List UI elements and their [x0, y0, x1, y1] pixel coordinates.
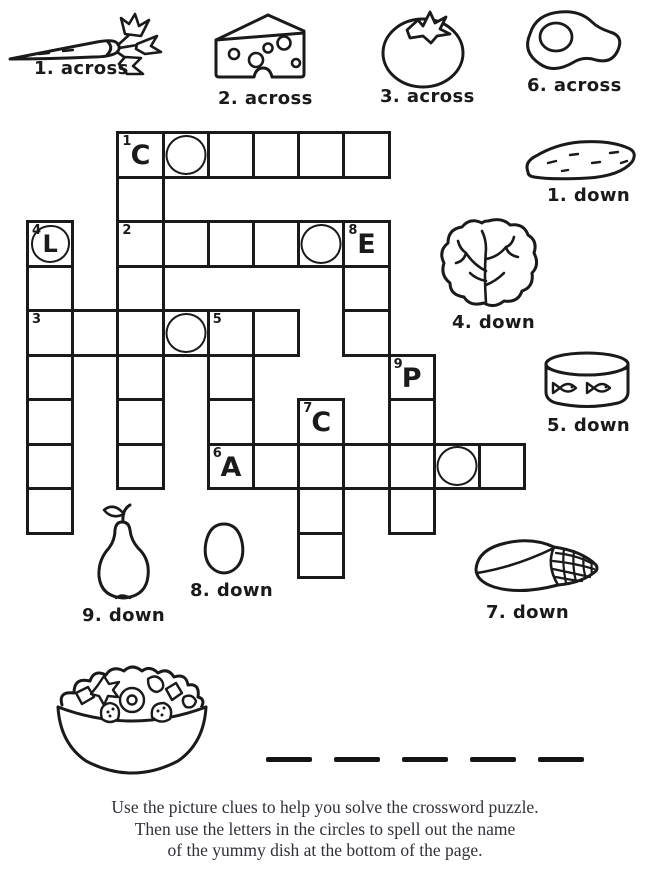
grid-cell-r0c7[interactable] — [342, 131, 390, 179]
grid-cell-r6c2[interactable] — [116, 398, 164, 446]
tomato-clue — [374, 8, 472, 90]
pear-icon — [86, 502, 158, 609]
cell-letter: C — [311, 407, 332, 439]
clue-label-1-across: 1. across — [34, 58, 129, 79]
avocado-icon — [512, 6, 626, 78]
grid-cell-r8c6[interactable] — [297, 487, 345, 535]
grid-cell-r7c6[interactable] — [297, 443, 345, 491]
instructions-line-3: of the yummy dish at the bottom of the page. — [167, 840, 483, 860]
grid-cell-r8c8[interactable] — [388, 487, 436, 535]
answer-circle — [165, 135, 206, 175]
grid-cell-r5c4[interactable] — [207, 354, 255, 402]
grid-cell-r2c4[interactable] — [207, 220, 255, 268]
grid-cell-r0c5[interactable] — [252, 131, 300, 179]
answer-blank[interactable] — [334, 757, 380, 762]
grid-cell-r7c9[interactable] — [433, 443, 481, 491]
cell-number: 2 — [122, 223, 132, 238]
cheese-clue — [210, 10, 310, 92]
clue-label-6-across: 6. across — [527, 75, 622, 96]
grid-cell-r7c2[interactable] — [116, 443, 164, 491]
grid-cell-r5c8[interactable] — [388, 354, 436, 402]
egg-icon — [200, 520, 248, 577]
tomato-icon — [374, 8, 472, 90]
clue-label-5-down: 5. down — [547, 415, 631, 436]
grid-cell-r0c3[interactable] — [162, 131, 210, 179]
grid-cell-r3c2[interactable] — [116, 265, 164, 313]
grid-cell-r2c0[interactable] — [26, 220, 74, 268]
grid-cell-r7c7[interactable] — [342, 443, 390, 491]
answer-circle — [165, 313, 206, 353]
cell-letter: A — [220, 451, 242, 483]
clue-label-9-down: 9. down — [82, 605, 166, 626]
corn-icon — [470, 535, 604, 601]
corn-clue — [470, 535, 604, 601]
grid-cell-r7c0[interactable] — [26, 443, 74, 491]
answer-blank[interactable] — [470, 757, 516, 762]
answer-circle — [436, 446, 477, 486]
grid-cell-r6c8[interactable] — [388, 398, 436, 446]
clue-label-7-down: 7. down — [486, 602, 570, 623]
grid-cell-r5c0[interactable] — [26, 354, 74, 402]
instructions-line-1: Use the picture clues to help you solve the crossword puzzle. — [111, 797, 539, 817]
grid-cell-r2c5[interactable] — [252, 220, 300, 268]
grid-cell-r4c0[interactable] — [26, 309, 74, 357]
cell-letter: E — [357, 229, 376, 261]
salad-bowl-clue — [52, 655, 212, 793]
grid-cell-r4c2[interactable] — [116, 309, 164, 357]
cell-number: 1 — [122, 134, 132, 149]
grid-cell-r2c6[interactable] — [297, 220, 345, 268]
answer-circle — [301, 224, 342, 264]
grid-cell-r7c10[interactable] — [478, 443, 526, 491]
grid-cell-r1c2[interactable] — [116, 176, 164, 224]
lettuce-icon — [436, 215, 540, 311]
grid-cell-r0c6[interactable] — [297, 131, 345, 179]
grid-cell-r4c5[interactable] — [252, 309, 300, 357]
cell-number: 6 — [212, 445, 222, 461]
grid-cell-r7c4[interactable] — [207, 443, 255, 491]
cell-number: 9 — [393, 356, 403, 372]
grid-cell-r8c0[interactable] — [26, 487, 74, 535]
grid-cell-r5c2[interactable] — [116, 354, 164, 402]
grid-cell-r7c8[interactable] — [388, 443, 436, 491]
grid-cell-r3c0[interactable] — [26, 265, 74, 313]
grid-cell-r4c3[interactable] — [162, 309, 210, 357]
grid-cell-r2c2[interactable] — [116, 220, 164, 268]
cucumber-clue — [522, 132, 640, 188]
cell-letter: L — [42, 230, 58, 259]
cucumber-icon — [522, 132, 640, 188]
instructions — [0, 797, 650, 862]
instructions-line-2: Then use the letters in the circles to spell out the name — [134, 818, 516, 839]
tuna-can-clue — [540, 350, 634, 412]
clue-label-4-down: 4. down — [452, 312, 536, 333]
clue-label-2-across: 2. across — [218, 88, 313, 109]
grid-cell-r4c1[interactable] — [71, 309, 119, 357]
cell-letter: P — [401, 362, 422, 394]
egg-clue — [200, 520, 248, 577]
cell-number: 3 — [32, 312, 42, 327]
grid-cell-r6c6[interactable] — [297, 398, 345, 446]
answer-blank[interactable] — [538, 757, 584, 762]
cell-number: 7 — [303, 401, 313, 416]
tuna-can-icon — [540, 350, 634, 412]
clue-label-1-down: 1. down — [547, 185, 631, 206]
lettuce-clue — [436, 215, 540, 311]
grid-cell-r4c4[interactable] — [207, 309, 255, 357]
pear-clue — [86, 502, 158, 609]
grid-cell-r2c3[interactable] — [162, 220, 210, 268]
cell-number: 4 — [32, 223, 42, 238]
clue-label-3-across: 3. across — [380, 86, 475, 107]
grid-cell-r3c7[interactable] — [342, 265, 390, 313]
cell-number: 5 — [212, 312, 222, 327]
clue-label-8-down: 8. down — [190, 580, 274, 601]
answer-blanks — [266, 757, 584, 762]
grid-cell-r6c0[interactable] — [26, 398, 74, 446]
answer-blank[interactable] — [266, 757, 312, 762]
grid-cell-r4c7[interactable] — [342, 309, 390, 357]
grid-cell-r9c6[interactable] — [297, 532, 345, 580]
grid-cell-r0c2[interactable] — [116, 131, 164, 179]
answer-blank[interactable] — [402, 757, 448, 762]
grid-cell-r2c7[interactable] — [342, 220, 390, 268]
cheese-icon — [210, 10, 310, 92]
grid-cell-r7c5[interactable] — [252, 443, 300, 491]
avocado-clue — [512, 6, 626, 78]
cell-letter: C — [130, 140, 151, 172]
cell-number: 8 — [348, 223, 358, 238]
grid-cell-r6c4[interactable] — [207, 398, 255, 446]
grid-cell-r0c4[interactable] — [207, 131, 255, 179]
salad-bowl-icon — [52, 655, 212, 793]
